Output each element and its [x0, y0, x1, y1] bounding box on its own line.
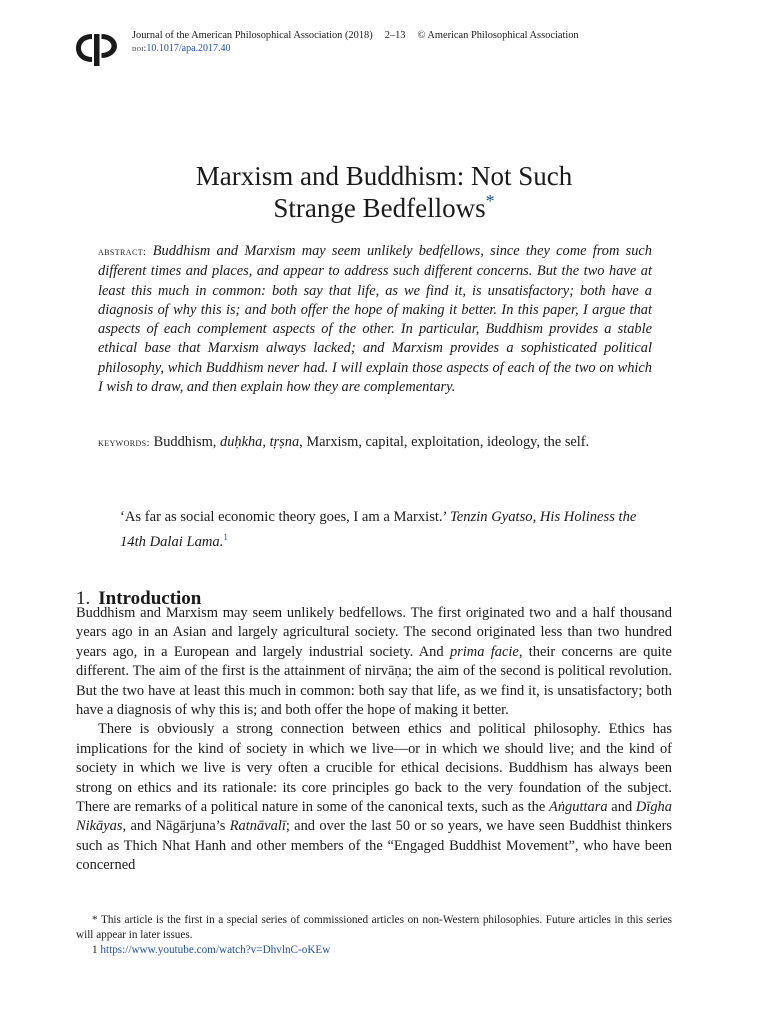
p1-text-a: Buddhism and Marxism may seem unlikely bedfellows. The first originated two and a half thousand years ago in an Asian and largely agricultural society. The second originated less than two hundred years ago, in a European and largely industrial society. And: [76, 605, 672, 660]
epigraph-footnote-marker[interactable]: 1: [223, 532, 228, 542]
paragraph-1: [76, 604, 672, 720]
footnote-star-marker: *: [92, 914, 98, 926]
footnote-1-link[interactable]: https://www.youtube.com/watch?v=DhvlnC-oKEw: [100, 944, 331, 956]
apa-logo-icon: [74, 30, 120, 66]
title-footnote-marker[interactable]: *: [485, 191, 495, 212]
keyword-buddhism: Buddhism,: [153, 434, 217, 450]
epigraph: [120, 507, 640, 552]
abstract-text: Buddhism and Marxism may seem unlikely bedfellows, since they come from such different times and places, and appear to address such different concerns. But the two have at least this much in common: both say that life, as we find it, is unsatisfactory; both have a diagnosis of why this is; and both offer the hope of making it better. In this paper, I argue that aspects of each complement aspects of the other. In particular, Buddhism provides a stable ethical base that Marxism always lacked; and Marxism provides a sophisticated political philosophy, which Buddhism never had. I will explain those aspects of each of the two on which I wish to draw, and then explain how they are complementary.: [98, 243, 652, 396]
journal-header: [74, 28, 694, 68]
journal-citation: [132, 30, 579, 41]
footnote-1-marker: 1: [92, 944, 98, 956]
title-line-1: Marxism and Buddhism: Not Such: [195, 161, 573, 192]
paragraph-2: [76, 720, 672, 875]
abstract: [98, 242, 652, 397]
footnote-star: [76, 913, 672, 943]
p2-text-b: ; and over the last 50 or so years, we have seen Buddhist thinkers such as Thich Nhat Hanh and other members of the “Engaged Buddhist Movement”, who have been concerned: [76, 818, 672, 874]
doi-label: doi:: [132, 43, 147, 53]
epigraph-quote: ‘As far as social economic theory goes, I am a Marxist.’: [120, 509, 447, 525]
p1-emphasis: prima facie: [449, 643, 519, 660]
section-title: Introduction: [98, 587, 202, 609]
body-text: [76, 604, 672, 876]
section-number: 1.: [76, 587, 91, 609]
article-title: [60, 160, 708, 224]
p2-text-a: There is obviously a strong connection between ethics and political philosophy. Ethics has implications for the kind of society in which we live—or in which we should live; and the kind of society in which we live is very often a crucible for ethical decisions. Buddhism has always been strong on ethics and its rationale: its core principles go back to the very foundation of the subject. There are remarks of a political nature in some of the canonical texts, such as the: [76, 721, 672, 816]
p1-text-b: , their concerns are quite different. The aim of the first is the attainment of nirvāṇa; the aim of the second is political revolution. But the two have at least this much in common: both say that life, as we find it, is unsatisfactory; both have a diagnosis of why this is; and both offer the hope of making it better.: [76, 643, 672, 719]
footnote-star-text: This article is the first in a special series of commissioned articles on non-Western philosophies. Future articles in this series will appear in later issues.: [76, 914, 672, 941]
keywords-rest: Marxism, capital, exploitation, ideology, the self.: [306, 434, 590, 450]
p2-emphasis-ratnavali: Ratnāvalī: [229, 818, 286, 835]
keyword-duhkha: duḥkha: [220, 434, 263, 450]
journal-name: Journal of the American Philosophical Association (2018): [132, 30, 373, 41]
copyright: © American Philosophical Association: [417, 30, 579, 41]
page-range: 2–13: [384, 30, 406, 41]
footnotes: [76, 913, 672, 958]
p2-text-mid: and Nāgārjuna’s: [126, 818, 230, 835]
epigraph-attribution: Tenzin Gyatso, His Holiness the 14th Dalai Lama.: [120, 509, 637, 550]
p2-and: and: [607, 799, 636, 816]
footnote-1: [92, 943, 672, 958]
p2-emphasis-anguttara: Aṅguttara: [549, 799, 608, 816]
keywords: keywords: Buddhism, duḥkha, tṛṣna, Marxism, capital, exploitation, ideology, the self.: [98, 434, 590, 450]
doi-line: [132, 43, 231, 54]
keyword-trsna: tṛṣna: [269, 434, 300, 450]
p2-emphasis-digha: Dīgha Nikāyas,: [76, 799, 672, 835]
doi-link[interactable]: 10.1017/apa.2017.40: [146, 43, 231, 54]
title-line-2: Strange Bedfellows: [273, 193, 486, 224]
abstract-label: abstract:: [98, 246, 147, 258]
keywords-label: keywords:: [98, 437, 150, 449]
